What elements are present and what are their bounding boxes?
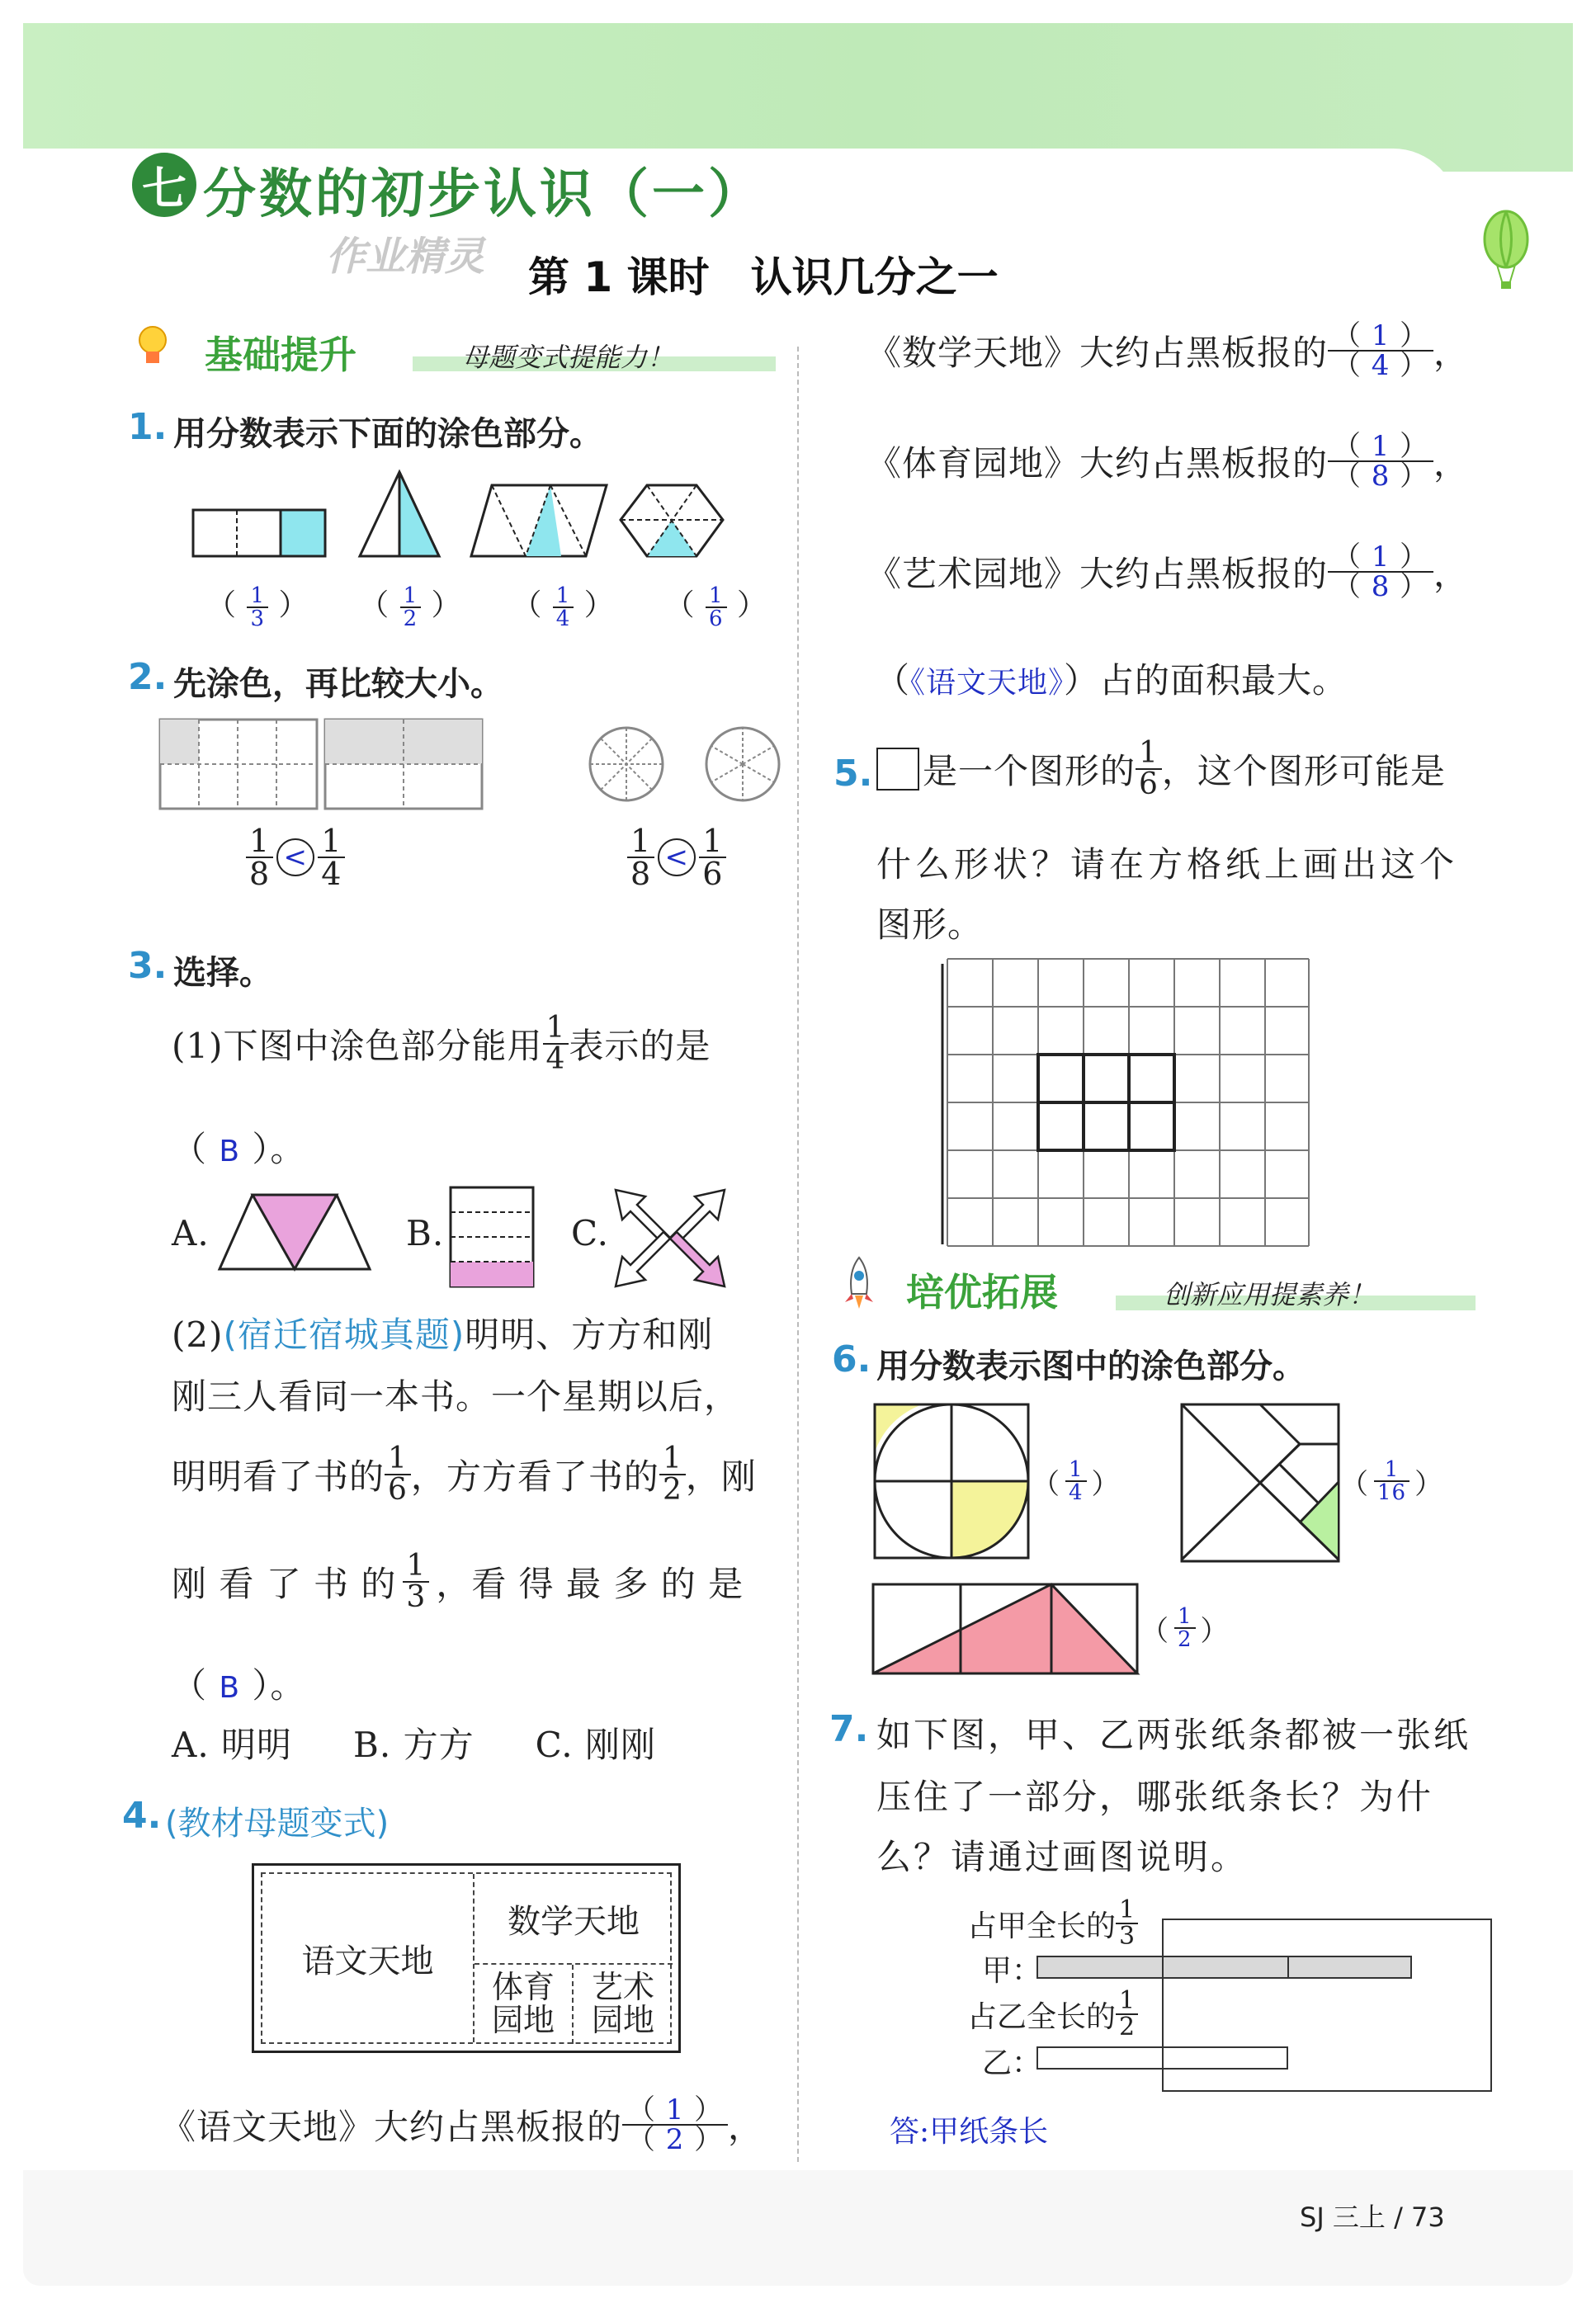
q3-p2-line2: 刚三人看同一本书。一个星期以后， [172, 1376, 740, 1417]
q3-text: 选择。 [173, 954, 272, 992]
q3-p2-line3: 明明看了书的 $\frac{1}{6}$ ，方方看了书的 $\frac{1}{2}$ ，刚 [172, 1442, 757, 1507]
watermark: 作业精灵 [326, 234, 485, 280]
q5-square-icon [876, 748, 919, 791]
q1-answer-4[interactable]: （ $\frac{1}{6}$ ） [664, 583, 767, 631]
q6-figure-tangram [1180, 1403, 1340, 1563]
q4-line-yishu: 《艺术园地》大约占黑板报的 $\frac{( 1 )}{( 8 )}$ ， [866, 540, 1470, 603]
q6-answer-3[interactable]: （ $\frac{1}{2}$ ） [1140, 1604, 1230, 1652]
q6-figure-circle [873, 1403, 1030, 1560]
q4-tag: (教材母题变式) [165, 1805, 390, 1843]
page-number: SJ 三上 / 73 [1300, 2202, 1445, 2233]
q3-p2-line1: (2)(宿迁宿城真题)明明、方方和刚 [172, 1314, 714, 1355]
q4-board-yishu: 艺术 园地 [591, 1969, 654, 2038]
q1-answer-2[interactable]: （ $\frac{1}{2}$ ） [359, 583, 462, 631]
q4-number: 4. [122, 1795, 162, 1837]
q3-number: 3. [128, 945, 168, 987]
q1-answer-3[interactable]: （ $\frac{1}{4}$ ） [512, 583, 615, 631]
q7-strip-jia [1036, 1956, 1412, 1979]
section-slogan-advanced: 创新应用提素养！ [1164, 1279, 1376, 1310]
q4-conclusion-answer[interactable]: 《语文天地》 [910, 666, 1065, 700]
q4-answer-shuxue[interactable]: $\frac{( 1 )}{( 4 )}$ [1328, 322, 1433, 380]
q1-answers [206, 582, 767, 630]
q3-opt-b-label: B. [406, 1213, 445, 1253]
q4-answer-yishu[interactable]: $\frac{( 1 )}{( 8 )}$ [1328, 543, 1433, 601]
q3-p1-line: (1)下图中涂色部分能用 $\frac{1}{4}$ 表示的是 [172, 1011, 711, 1076]
q1-text: 用分数表示下面的涂色部分。 [173, 415, 602, 453]
q1-figures [190, 469, 751, 568]
column-divider [797, 347, 799, 2162]
q3-p1-answer[interactable]: （ B ）。 [172, 1129, 306, 1169]
q3-opt-b-figure [447, 1184, 538, 1290]
q3-opt-a-figure [216, 1190, 373, 1272]
q3-p2-choices [172, 1718, 656, 1768]
q6-number: 6. [832, 1338, 871, 1381]
q4-line-tiyu: 《体育园地》大约占黑板报的 $\frac{( 1 )}{( 8 )}$ ， [866, 430, 1470, 493]
q3-p2-line4: 刚 看 了 书 的 $\frac{1}{3}$ ，看 得 最 多 的 是 [172, 1549, 744, 1614]
q4-board-yuwen: 语文天地 [262, 1874, 475, 2042]
q3-opt-c-label: C. [571, 1213, 609, 1253]
q6-answer-2[interactable]: （ $\frac{1}{16}$ ） [1340, 1457, 1444, 1505]
q3-p2-choice-a[interactable]: A. 明明 [172, 1725, 293, 1765]
q6-figure-triangle [871, 1583, 1139, 1675]
q4-board [252, 1863, 681, 2053]
q5-line2: 什么形状？请在方格纸上画出这个 [876, 844, 1459, 885]
q5-line3: 图形。 [876, 904, 984, 945]
q2-compare-2: $\frac{1}{8}$ < $\frac{1}{6}$ [627, 825, 726, 890]
q4-line-yuwen: 《语文天地》大约占黑板报的 $\frac{( 1 )}{( 2 )}$ ， [161, 2093, 764, 2156]
rocket-icon [842, 1256, 876, 1310]
hot-air-balloon-icon [1477, 210, 1535, 293]
q1-answer-1[interactable]: （ $\frac{1}{3}$ ） [206, 583, 309, 631]
q7-line1: 如下图，甲、乙两张纸条都被一张纸 [876, 1715, 1471, 1755]
q4-line-shuxue: 《数学天地》大约占黑板报的 $\frac{( 1 )}{( 4 )}$ ， [866, 319, 1470, 382]
q6-text: 用分数表示图中的涂色部分。 [876, 1348, 1306, 1385]
q3-opt-a-label: A. [172, 1213, 210, 1253]
q7-line2: 压住了一部分，哪张纸条长？为什 [876, 1777, 1434, 1817]
q2-compare-1-sign[interactable]: < [276, 838, 314, 876]
lesson-title: 第 1 课时 认识几分之一 [528, 253, 999, 301]
q4-answer-tiyu[interactable]: $\frac{( 1 )}{( 8 )}$ [1328, 432, 1433, 490]
lightbulb-icon [136, 323, 169, 370]
q2-text: 先涂色，再比较大小。 [173, 665, 503, 703]
q2-number: 2. [128, 656, 168, 698]
q5-grid[interactable] [941, 956, 1312, 1253]
q4-board-shuxue: 数学天地 [475, 1874, 673, 1965]
q3-p2-choice-b[interactable]: B. 方方 [353, 1725, 475, 1765]
q3-opt-c-figure [612, 1187, 728, 1290]
q7-answer[interactable]: 答:甲纸条长 [890, 2115, 1049, 2149]
unit-badge: 七 [132, 153, 196, 217]
q7-number: 7. [829, 1708, 869, 1750]
q3-p2-answer[interactable]: （ B ）。 [172, 1665, 306, 1706]
q1-number: 1. [128, 406, 168, 448]
q7-label-yi-top: 占乙全长的 $\frac{1}{2}$ [967, 1989, 1138, 2040]
q5-line1: 是一个图形的 $\frac{1}{6}$ ，这个图形可能是 [876, 739, 1446, 800]
unit-title: 分数的初步认识（一） [203, 164, 764, 225]
q7-line3: 么？请通过画图说明。 [876, 1837, 1249, 1877]
q4-board-tiyu: 体育 园地 [475, 1965, 574, 2044]
q7-label-yi: 乙： [982, 2046, 1042, 2080]
q4-conclusion: （《语文天地》）占的面积最大。 [875, 660, 1348, 701]
q4-answer-yuwen[interactable]: $\frac{( 1 )}{( 2 )}$ [622, 2096, 728, 2154]
q6-answer-1[interactable]: （ $\frac{1}{4}$ ） [1032, 1457, 1121, 1505]
q5-number: 5. [833, 753, 873, 795]
q2-compare-1: $\frac{1}{8}$ < $\frac{1}{4}$ [246, 825, 345, 890]
q7-label-jia-top: 占甲全长的 $\frac{1}{3}$ [967, 1898, 1138, 1949]
section-slogan-basic: 母题变式提能力！ [462, 342, 674, 373]
q2-figures [158, 718, 786, 817]
section-title-advanced: 培优拓展 [906, 1270, 1058, 1314]
q2-compare-2-sign[interactable]: < [658, 838, 696, 876]
q3-p2-choice-c[interactable]: C. 刚刚 [535, 1725, 656, 1765]
q7-label-jia: 甲： [982, 1954, 1042, 1988]
section-title-basic: 基础提升 [205, 333, 357, 377]
q7-strip-yi [1036, 2046, 1288, 2070]
